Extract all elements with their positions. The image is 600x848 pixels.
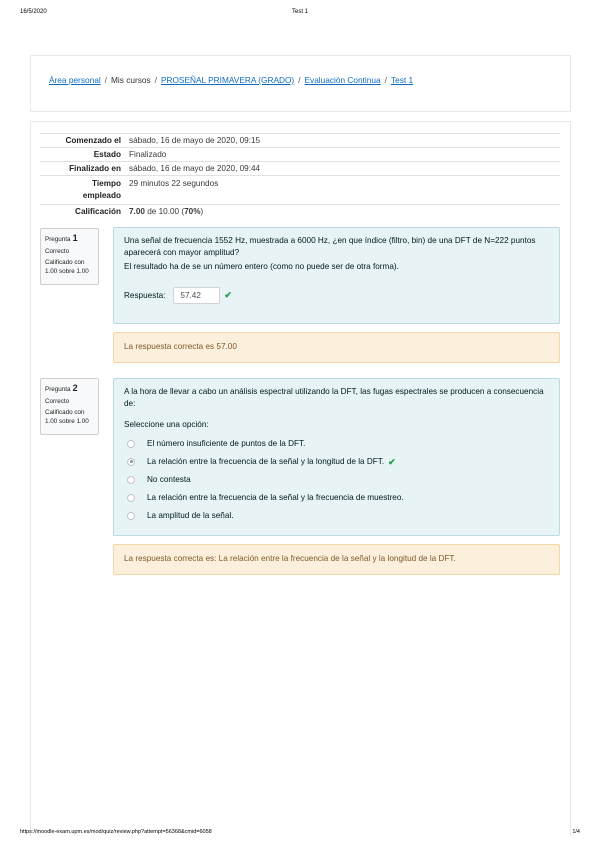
option-label: La relación entre la frecuencia de la señal y la frecuencia de muestreo. (147, 493, 404, 503)
question-number: 1 (72, 233, 78, 243)
grade-percent: 70% (184, 207, 201, 216)
question-2-status: Correcto (45, 397, 70, 405)
breadcrumb-separator: / (104, 75, 107, 85)
question-1-grade: Calificado con 1.00 sobre 1.00 (45, 259, 89, 275)
summary-row-state (40, 148, 560, 162)
answer-label: Respuesta: (124, 290, 166, 300)
print-title: Test 1 (291, 9, 308, 15)
question-label: Pregunta (45, 386, 71, 393)
breadcrumb-separator: / (298, 75, 301, 85)
time-value: 29 minutos 22 segundos (125, 176, 560, 205)
option-label: No contesta (147, 475, 191, 485)
breadcrumb-area-personal[interactable]: Área personal (49, 75, 101, 85)
question-1-note: El resultado ha de se un número entero (como no puede ser de otra forma). (124, 262, 399, 272)
radio-button[interactable] (127, 476, 135, 484)
radio-button[interactable] (127, 440, 135, 448)
question-1-formulation (113, 227, 560, 324)
check-icon: ✔ (388, 456, 396, 467)
finished-value: sábado, 16 de mayo de 2020, 09:44 (125, 162, 560, 176)
option-3[interactable] (124, 471, 549, 489)
breadcrumb-mis-cursos: Mis cursos (110, 75, 151, 85)
option-label: La relación entre la frecuencia de la señal y la longitud de la DFT. (147, 457, 385, 467)
answer-input[interactable]: 57.42 (173, 287, 220, 304)
option-1[interactable] (124, 435, 549, 453)
question-2-feedback: La respuesta correcta es: La relación entre la frecuencia de la señal y la longitud de la DFT. (113, 544, 560, 575)
breadcrumb-section[interactable]: Evaluación Continua (304, 75, 381, 85)
grade-rest: de 10.00 ( (144, 207, 185, 216)
check-icon: ✔ (224, 290, 232, 301)
grade-score: 7.00 (129, 207, 145, 216)
option-label: La amplitud de la señal. (147, 511, 234, 521)
option-4[interactable] (124, 489, 549, 507)
breadcrumb-separator: / (154, 75, 157, 85)
question-2-grade: Calificado con 1.00 sobre 1.00 (45, 409, 89, 425)
breadcrumb-card (30, 55, 571, 112)
question-2-text: A la hora de llevar a cabo un análisis espectral utilizando la DFT, las fugas espectrales se producen a consecuencia de: (124, 387, 544, 408)
breadcrumb (49, 75, 413, 85)
grade-value (125, 205, 560, 219)
summary-row-grade (40, 205, 560, 219)
breadcrumb-quiz[interactable]: Test 1 (390, 75, 414, 85)
question-1-status: Correcto (45, 247, 70, 255)
time-label-line1: Tiempo (92, 179, 121, 188)
radio-button[interactable] (127, 512, 135, 520)
grade-close: ) (200, 207, 204, 216)
question-1-feedback: La respuesta correcta es 57.00 (113, 332, 560, 363)
started-label: Comenzado el (40, 134, 125, 148)
print-date: 16/5/2020 (20, 9, 47, 15)
question-2-prompt: Seleccione una opción: (124, 420, 209, 430)
grade-label: Calificación (40, 205, 125, 219)
question-2-formulation (113, 378, 560, 536)
summary-row-time (40, 176, 560, 205)
attempt-summary-table (40, 133, 560, 218)
time-label (40, 176, 125, 205)
print-page-number: 1/4 (572, 829, 580, 835)
print-url: https://moodle-exam.upm.es/mod/quiz/review.php?attempt=56368&cmid=6058 (20, 829, 212, 835)
question-2-options (124, 435, 549, 525)
question-2-number (45, 383, 78, 393)
finished-label: Finalizado en (40, 162, 125, 176)
time-label-line2: empleado (82, 191, 121, 200)
option-5[interactable] (124, 507, 549, 525)
state-value: Finalizado (125, 148, 560, 162)
breadcrumb-course[interactable]: PROSEÑAL PRIMAVERA (GRADO) (160, 75, 295, 85)
radio-button-selected[interactable] (127, 458, 135, 466)
question-1-text: Una señal de frecuencia 1552 Hz, muestrada a 6000 Hz, ¿en que índice (filtro, bin) de una DFT de N=222 puntos aparecerá con mayor amplitud? (124, 236, 536, 257)
state-label: Estado (40, 148, 125, 162)
question-1-answer-row (124, 287, 549, 304)
question-1-info (40, 228, 99, 285)
started-value: sábado, 16 de mayo de 2020, 09:15 (125, 134, 560, 148)
option-2[interactable] (124, 453, 549, 471)
question-label: Pregunta (45, 236, 71, 243)
summary-row-finished (40, 162, 560, 176)
summary-row-started (40, 134, 560, 148)
question-2-info (40, 378, 99, 435)
breadcrumb-separator: / (384, 75, 387, 85)
radio-button[interactable] (127, 494, 135, 502)
question-number: 2 (72, 383, 78, 393)
question-1-number (45, 233, 78, 243)
option-label: El número insuficiente de puntos de la DFT. (147, 439, 306, 449)
